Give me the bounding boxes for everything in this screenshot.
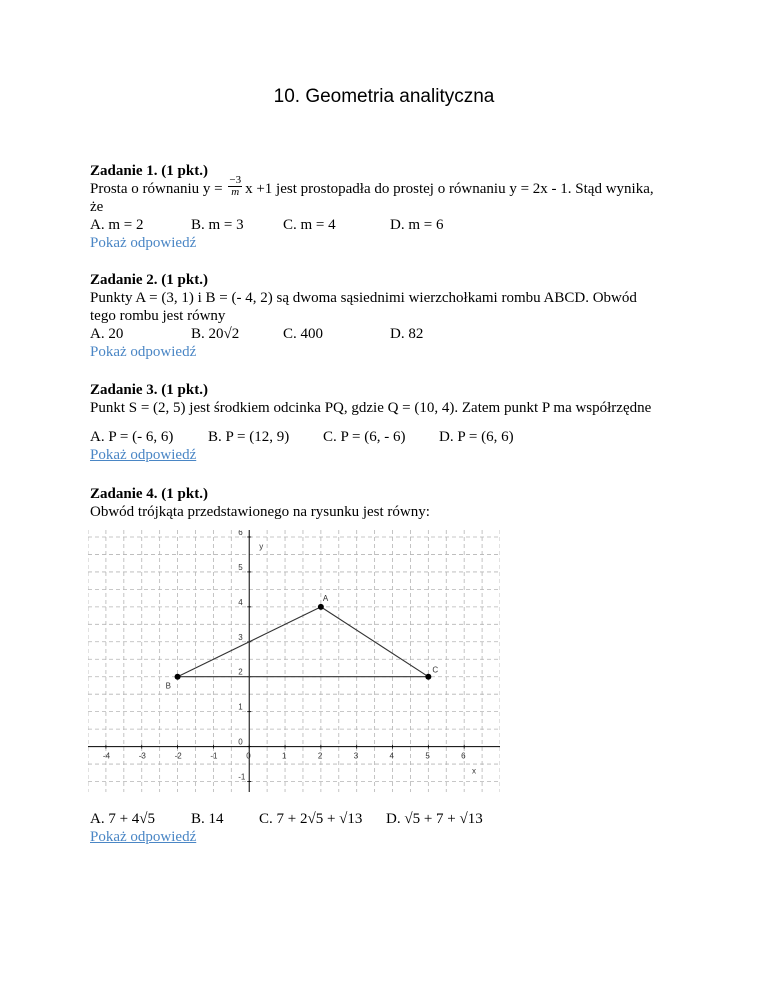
y-tick-label: 6 bbox=[238, 530, 243, 537]
option-a: A. 7 + 4√5 bbox=[90, 811, 156, 827]
task-1-text bbox=[90, 174, 690, 199]
option-a: A. P = (- 6, 6) bbox=[90, 429, 174, 445]
show-answer-link[interactable]: Pokaż odpowiedź bbox=[90, 829, 197, 845]
task-3-heading: Zadanie 3. (1 pkt.) bbox=[90, 382, 208, 398]
task-2 bbox=[90, 271, 690, 361]
task-1 bbox=[90, 162, 690, 252]
task-2-heading: Zadanie 2. (1 pkt.) bbox=[90, 272, 208, 288]
task-2-options bbox=[90, 325, 690, 343]
task-4 bbox=[90, 485, 690, 521]
x-tick-label: 1 bbox=[282, 751, 287, 761]
option-a: A. m = 2 bbox=[90, 217, 144, 234]
x-tick-label: 4 bbox=[389, 751, 394, 761]
fraction bbox=[228, 175, 242, 198]
y-axis-label: y bbox=[259, 542, 264, 551]
fraction-denominator: m bbox=[231, 186, 240, 199]
task-1-options bbox=[90, 216, 690, 234]
y-tick-label: 0 bbox=[238, 737, 243, 747]
page-title: 10. Geometria analityczna bbox=[273, 86, 495, 107]
point-A bbox=[318, 604, 324, 610]
option-d: D. P = (6, 6) bbox=[439, 429, 514, 445]
option-d: D. m = 6 bbox=[390, 217, 444, 234]
task-4-answers bbox=[90, 810, 690, 846]
x-tick-label: 0 bbox=[246, 751, 251, 761]
option-b: B. 20√2 bbox=[191, 326, 240, 342]
triangle-graph bbox=[88, 530, 500, 792]
y-tick-label: 5 bbox=[238, 562, 243, 572]
x-tick-label: -1 bbox=[210, 751, 218, 761]
task-2-text-line2: tego rombu jest równy bbox=[90, 308, 226, 324]
option-d: D. 82 bbox=[390, 326, 424, 342]
task-4-heading: Zadanie 4. (1 pkt.) bbox=[90, 486, 208, 502]
option-b: B. 14 bbox=[191, 811, 224, 827]
option-c: C. 400 bbox=[283, 326, 324, 342]
x-tick-label: -3 bbox=[138, 751, 146, 761]
task-4-options bbox=[90, 810, 690, 828]
fraction-numerator: −3 bbox=[229, 174, 242, 187]
x-tick-label: 5 bbox=[425, 751, 430, 761]
show-answer-link[interactable]: Pokaż odpowiedź bbox=[90, 235, 197, 252]
y-tick-label: 1 bbox=[238, 702, 243, 712]
point-label-B: B bbox=[165, 681, 171, 691]
task-1-heading: Zadanie 1. (1 pkt.) bbox=[90, 163, 208, 179]
point-B bbox=[175, 674, 181, 680]
show-answer-link[interactable]: Pokaż odpowiedź bbox=[90, 447, 197, 463]
task-4-text-line1: Obwód trójkąta przedstawionego na rysunku jest równy: bbox=[90, 504, 430, 520]
x-axis-label: x bbox=[472, 766, 476, 776]
option-b: B. m = 3 bbox=[191, 217, 244, 234]
option-d: D. √5 + 7 + √13 bbox=[386, 811, 483, 827]
task-3-options bbox=[90, 428, 690, 446]
y-tick-label: 4 bbox=[238, 597, 243, 607]
task-3-text-line1: Punkt S = (2, 5) jest środkiem odcinka PQ, gdzie Q = (10, 4). Zatem punkt P ma współrzędne bbox=[90, 400, 652, 416]
task-3 bbox=[90, 381, 690, 464]
point-C bbox=[425, 674, 431, 680]
point-label-C: C bbox=[432, 665, 439, 675]
y-tick-label: -1 bbox=[238, 772, 246, 782]
x-tick-label: 3 bbox=[353, 751, 359, 761]
option-c: C. 7 + 2√5 + √13 bbox=[259, 811, 363, 827]
y-tick-label: 2 bbox=[238, 667, 243, 677]
point-label-A: A bbox=[322, 593, 329, 603]
x-tick-label: -2 bbox=[174, 751, 182, 761]
task-1-text-before: Prosta o równaniu y = bbox=[90, 181, 223, 197]
task-2-text-line1: Punkty A = (3, 1) i B = (- 4, 2) są dwoma sąsiednimi wierzchołkami rombu ABCD. Obwód bbox=[90, 290, 637, 306]
option-c: C. P = (6, - 6) bbox=[323, 429, 406, 445]
option-c: C. m = 4 bbox=[283, 217, 336, 234]
x-tick-label: -4 bbox=[102, 751, 111, 761]
y-tick-label: 3 bbox=[238, 632, 243, 642]
show-answer-link[interactable]: Pokaż odpowiedź bbox=[90, 344, 197, 360]
task-1-text-line2: że bbox=[90, 199, 104, 216]
option-a: A. 20 bbox=[90, 326, 124, 342]
x-tick-label: 6 bbox=[461, 751, 466, 761]
option-b: B. P = (12, 9) bbox=[208, 429, 290, 445]
task-1-text-after: x +1 jest prostopadła do prostej o równaniu y = 2x - 1. Stąd wynika, bbox=[245, 181, 654, 197]
x-tick-label: 2 bbox=[317, 751, 323, 761]
